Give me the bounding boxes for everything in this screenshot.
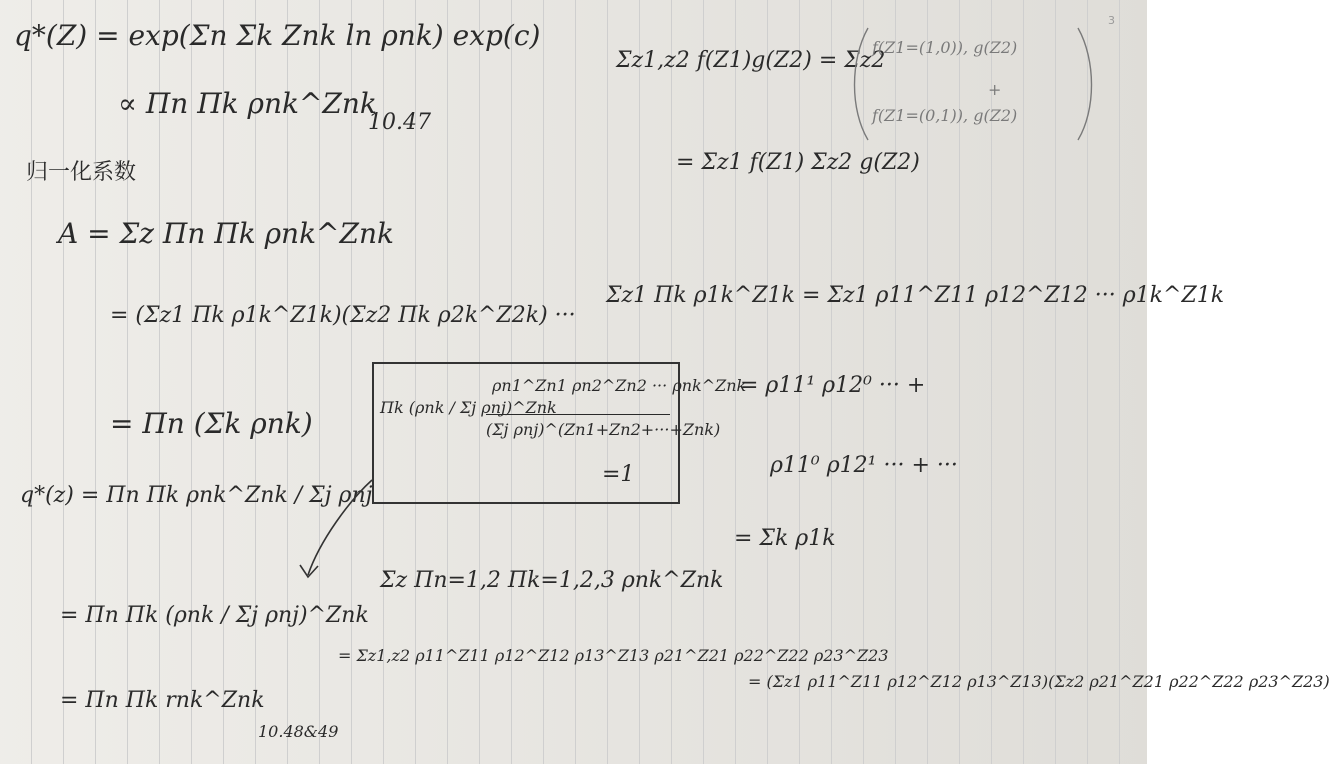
eq-example-sum: Σz Πn=1,2 Πk=1,2,3 ρnk^Znk [380, 568, 724, 593]
box-equals-one: =1 [602, 462, 635, 487]
eq-example-expanded: = Σz1,z2 ρ11^Z11 ρ12^Z12 ρ13^Z13 ρ21^Z21 ρ22^Z22 ρ23^Z23 [338, 646, 889, 665]
eq-proportional-product: ∝ Πn Πk ρnk^Znk [118, 87, 377, 120]
eq-q-star-responsibility: = Πn Πk rnk^Znk [60, 688, 265, 713]
eq-a-product-sum: = Πn (Σk ρnk) [110, 407, 313, 440]
margin-page-number: 3 [1108, 14, 1115, 27]
eq-sum-z1-product: Σz1 Πk ρ1k^Z1k = Σz1 ρ11^Z11 ρ12^Z12 ··· ρ1k^Z1k [606, 283, 1225, 308]
eq-case-01: ρ11⁰ ρ12¹ ··· + ··· [770, 453, 958, 478]
eq-ref-10-48-49: 10.48&49 [258, 722, 339, 741]
eq-sum-fg-factorized: = Σz1 f(Z1) Σz2 g(Z2) [676, 150, 920, 175]
box-fraction-bar [486, 414, 670, 415]
boxed-derivation [372, 362, 747, 504]
eq-ref-10-47: 10.47 [368, 110, 431, 135]
eq-a-factorized: = (Σz1 Πk ρ1k^Z1k)(Σz2 Πk ρ2k^Z2k) ··· [110, 303, 576, 328]
eq-q-star-definition: q*(Z) = exp(Σn Σk Znk ln ρnk) exp(c) [14, 19, 541, 52]
eq-a-sum-over-z: A = Σz Πn Πk ρnk^Znk [58, 217, 394, 250]
section-title-normalization: 归一化系数 [26, 160, 137, 185]
eq-q-star-normalized: q*(z) = Πn Πk ρnk^Znk / Σj ρnj [20, 483, 373, 508]
eq-case-10: = ρ11¹ ρ12⁰ ··· + [740, 373, 926, 398]
eq-plus-faint: + [988, 80, 1002, 99]
eq-f-case-2: f(Z1=(0,1)), g(Z2) [872, 106, 1018, 125]
left-brace-faint [855, 28, 869, 140]
eq-example-factorized: = (Σz1 ρ11^Z11 ρ12^Z12 ρ13^Z13)(Σz2 ρ21^Z21 ρ22^Z22 ρ23^Z23) [748, 672, 1330, 691]
eq-f-case-1: f(Z1=(1,0)), g(Z2) [872, 38, 1018, 57]
eq-q-star-ratio: = Πn Πk (ρnk / Σj ρnj)^Znk [60, 603, 369, 628]
right-brace-faint [1078, 28, 1092, 140]
box-lhs: Πk (ρnk / Σj ρnj)^Znk [380, 398, 557, 417]
eq-sum-fg: Σz1,z2 f(Z1)g(Z2) = Σz2 [616, 48, 886, 73]
arrowhead [300, 565, 318, 577]
box-denominator: (Σj ρnj)^(Zn1+Zn2+···+Znk) [486, 420, 721, 439]
box-numerator: ρn1^Zn1 ρn2^Zn2 ··· ρnk^Znk [492, 376, 747, 395]
eq-sum-k-rho1k: = Σk ρ1k [734, 526, 836, 551]
